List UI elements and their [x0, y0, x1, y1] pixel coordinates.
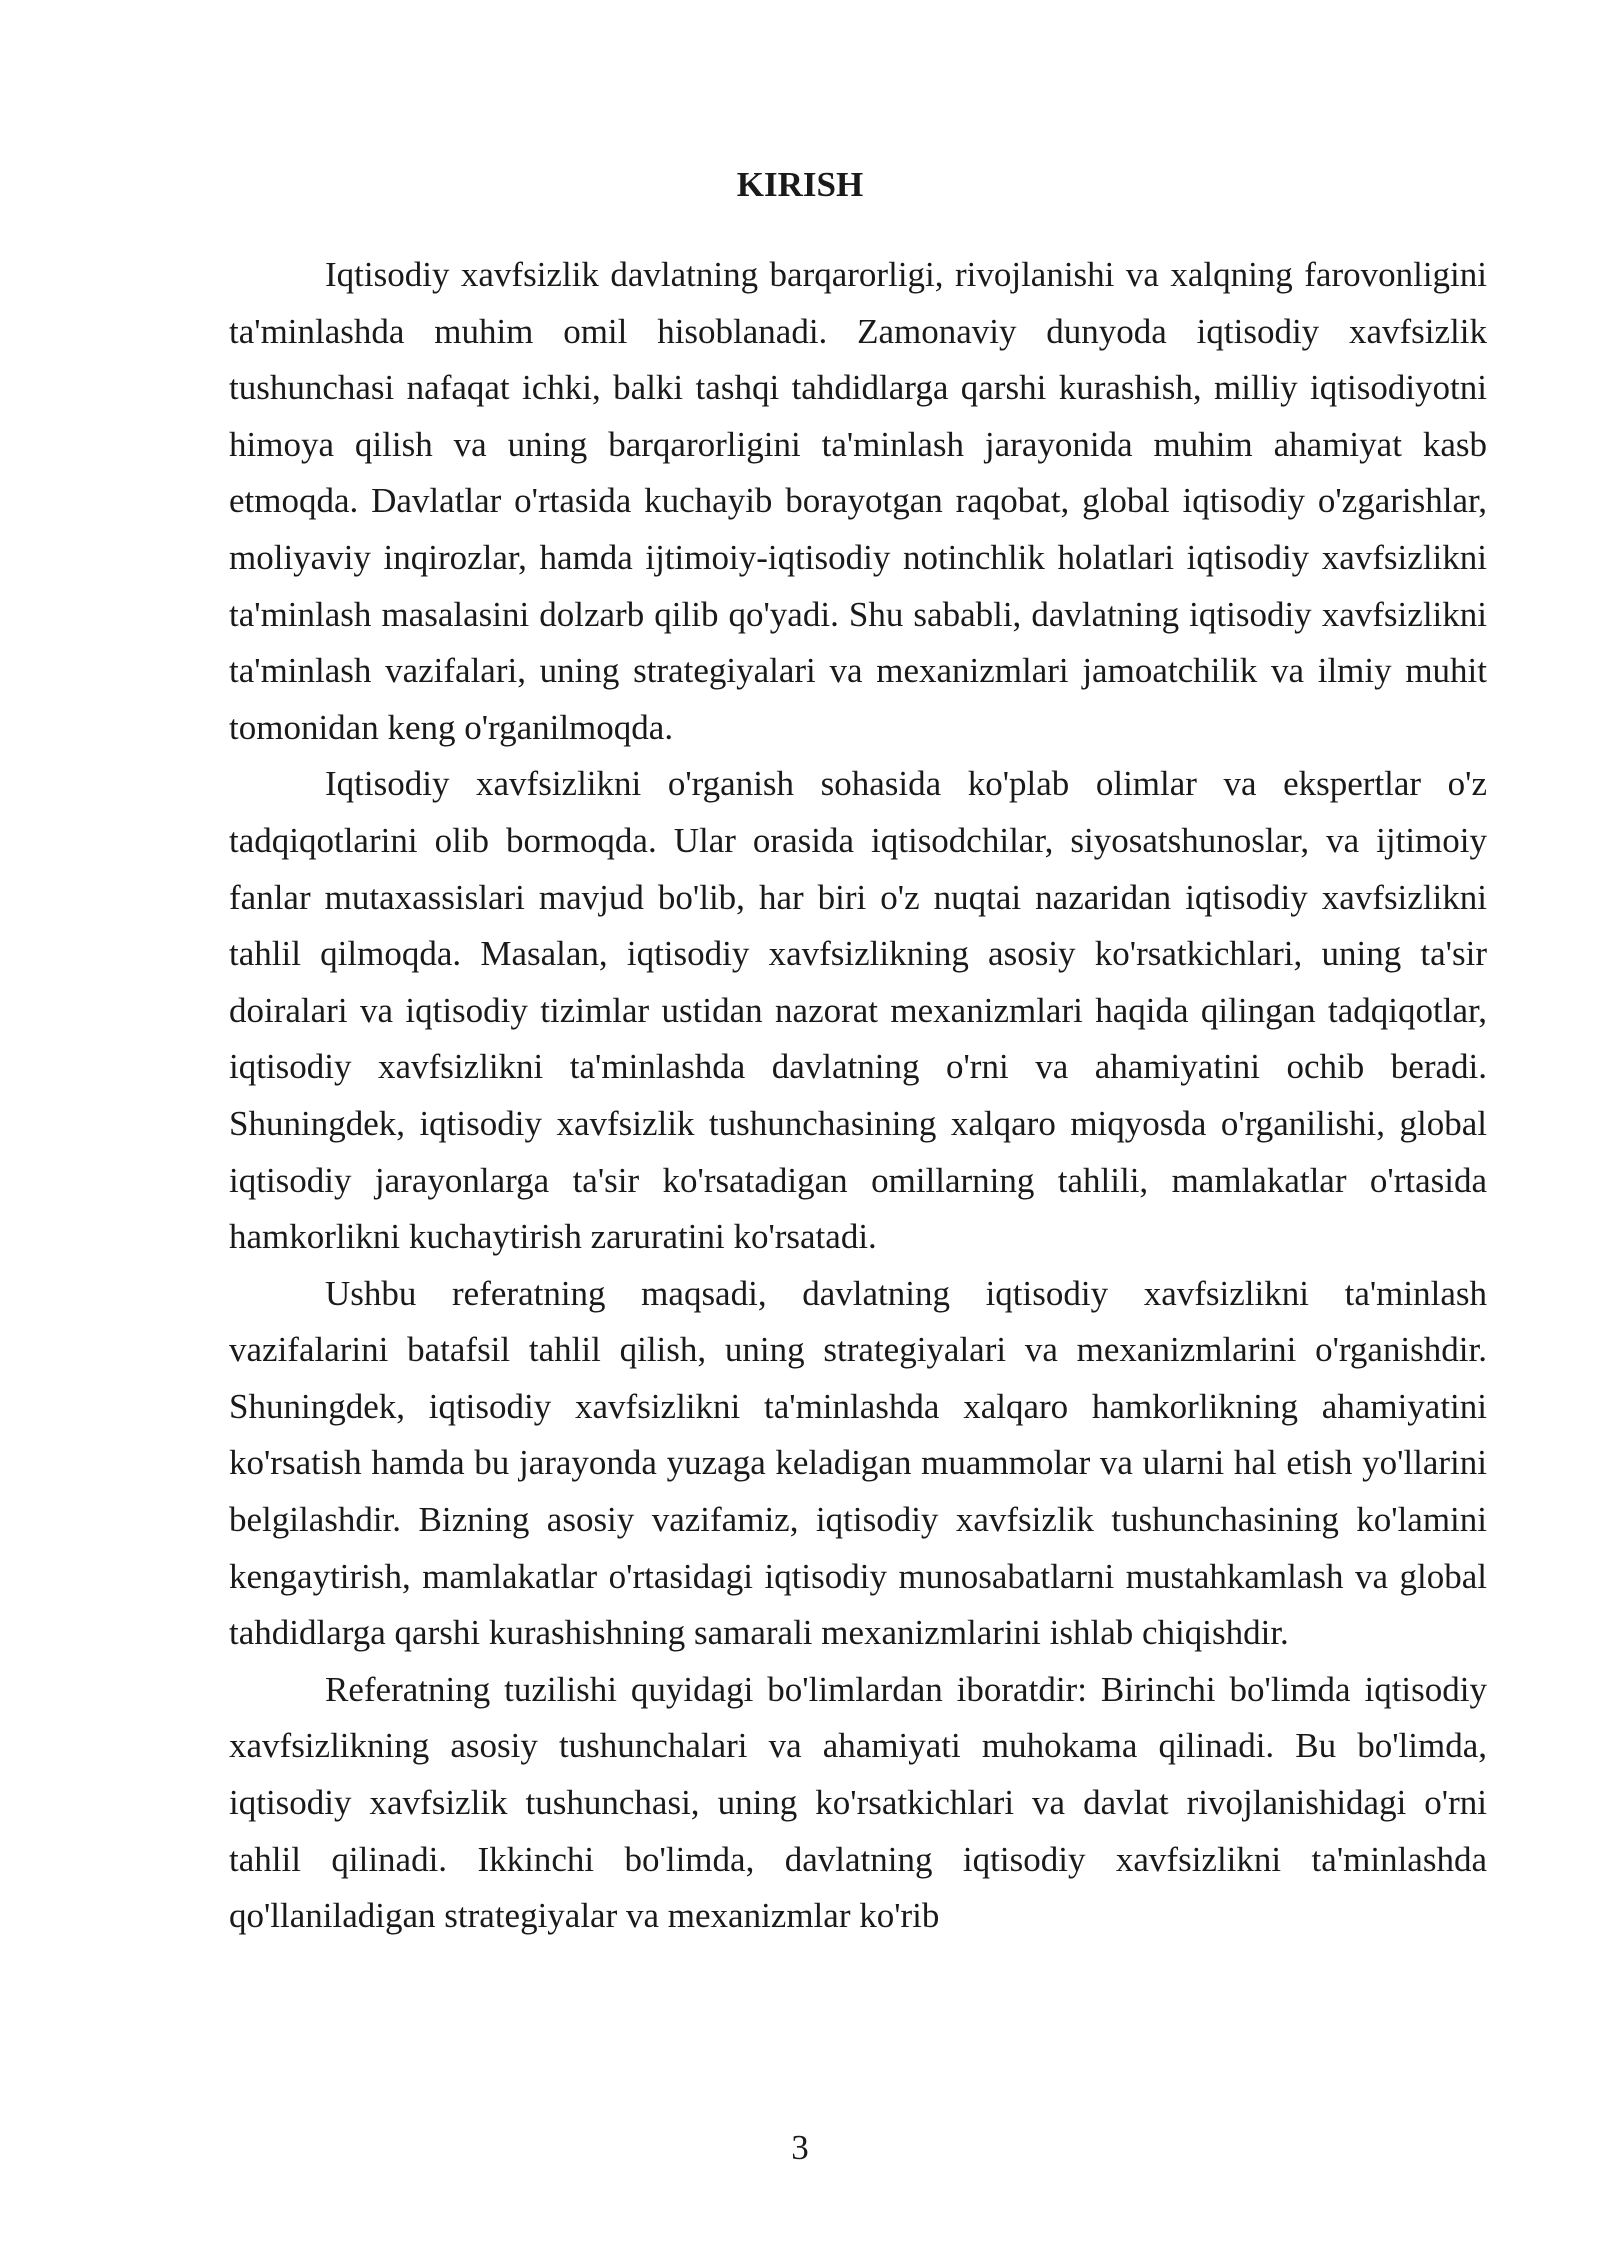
paragraph-3: Ushbu referatning maqsadi, davlatning iqtisodiy xavfsizlikni ta'minlash vazifalarini batafsil tahlil qilish, uning strategiyalari va mexanizmlarini o'rganishdir. Shuningdek, iqtisodiy xavfsizlikni ta'minlashda xalqaro hamkorlikning ahamiyatini ko'rsatish hamda bu jarayonda yuzaga keladigan muammolar va ularni hal etish yo'llarini belgilashdir. Bizning asosiy vazifamiz, iqtisodiy xavfsizlik tushunchasining ko'lamini kengaytirish, mamlakatlar o'rtasidagi iqtisodiy munosabatlarni mustahkamlash va global tahdidlarga qarshi kurashishning samarali mexanizmlarini ishlab chiqishdir.: [229, 1273, 1487, 1653]
page-number: 3: [791, 2128, 809, 2167]
paragraph-4: Referatning tuzilishi quyidagi bo'limlardan iboratdir: Birinchi bo'limda iqtisodiy xavfsizlikning asosiy tushunchalari va ahamiyati muhokama qilinadi. Bu bo'limda, iqtisodiy xavfsizlik tushunchasi, uning ko'rsatkichlari va davlat rivojlanishidagi o'rni tahlil qilinadi. Ikkinchi bo'limda, davlatning iqtisodiy xavfsizlikni ta'minlashda qo'llaniladigan strategiyalar va mexanizmlar ko'rib: [229, 1669, 1487, 1936]
body-text: [229, 247, 1487, 1945]
section-title: KIRISH: [736, 165, 864, 204]
paragraph-1: Iqtisodiy xavfsizlik davlatning barqarorligi, rivojlanishi va xalqning farovonligini ta'minlashda muhim omil hisoblanadi. Zamonaviy dunyoda iqtisodiy xavfsizlik tushunchasi nafaqat ichki, balki tashqi tahdidlarga qarshi kurashish, milliy iqtisodiyotni himoya qilish va uning barqarorligini ta'minlash jarayonida muhim ahamiyat kasb etmoqda. Davlatlar o'rtasida kuchayib borayotgan raqobat, global iqtisodiy o'zgarishlar, moliyaviy inqirozlar, hamda ijtimoiy-iqtisodiy notinchlik holatlari iqtisodiy xavfsizlikni ta'minlash masalasini dolzarb qilib qo'yadi. Shu sababli, davlatning iqtisodiy xavfsizlikni ta'minlash vazifalari, uning strategiyalari va mexanizmlari jamoatchilik va ilmiy muhit tomonidan keng o'rganilmoqda.: [229, 255, 1487, 747]
paragraph-2: Iqtisodiy xavfsizlikni o'rganish sohasida ko'plab olimlar va ekspertlar o'z tadqiqotlarini olib bormoqda. Ular orasida iqtisodchilar, siyosatshunoslar, va ijtimoiy fanlar mutaxassislari mavjud bo'lib, har biri o'z nuqtai nazaridan iqtisodiy xavfsizlikni tahlil qilmoqda. Masalan, iqtisodiy xavfsizlikning asosiy ko'rsatkichlari, uning ta'sir doiralari va iqtisodiy tizimlar ustidan nazorat mexanizmlari haqida qilingan tadqiqotlar, iqtisodiy xavfsizlikni ta'minlashda davlatning o'rni va ahamiyatini ochib beradi. Shuningdek, iqtisodiy xavfsizlik tushunchasining xalqaro miqyosda o'rganilishi, global iqtisodiy jarayonlarga ta'sir ko'rsatadigan omillarning tahlili, mamlakatlar o'rtasida hamkorlikni kuchaytirish zaruratini ko'rsatadi.: [229, 764, 1487, 1257]
